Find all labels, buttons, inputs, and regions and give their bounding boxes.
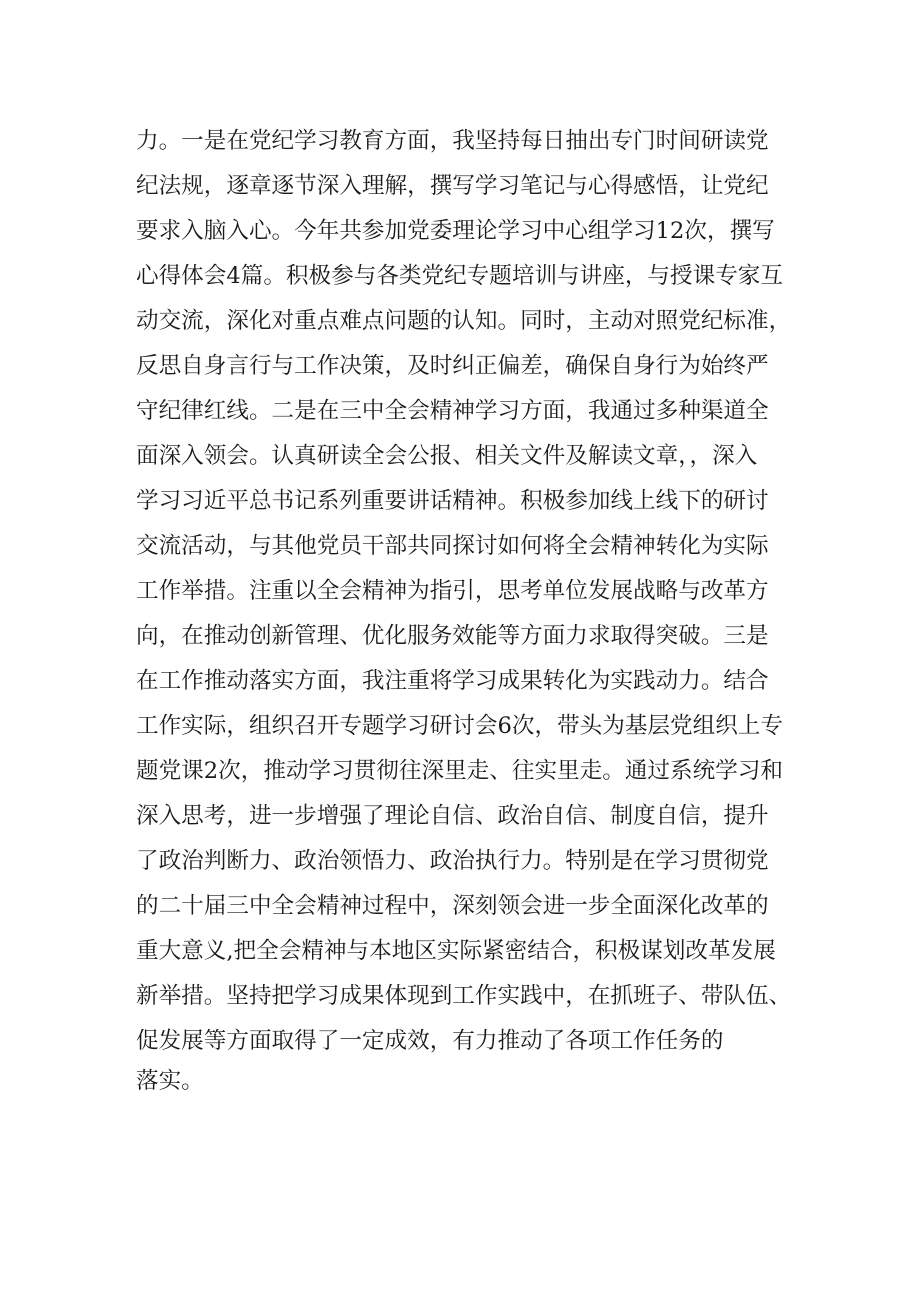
text-line: 工作举措。注重以全会精神为指引，思考单位发展战略与改革方 <box>136 578 769 604</box>
text-line: 纪法规，逐章逐节深入理解，撰写学习笔记与心得感悟，让党纪 <box>136 173 769 199</box>
text-line: 了政治判断力、政治领悟力、政治执行力。特别是在学习贯彻党 <box>136 848 769 874</box>
text-line: 要求入脑入心。今年共参加党委理论学习中心组学习12次，撰写 <box>136 218 775 244</box>
text-line: 心得体会4篇。积极参与各类党纪专题培训与讲座，与授课专家互 <box>136 263 783 289</box>
text-line: 力。一是在党纪学习教育方面，我坚持每日抽出专门时间研读党 <box>136 128 769 154</box>
text-line: 深入思考，进一步增强了理论自信、政治自信、制度自信，提升 <box>136 803 769 829</box>
text-line: 反思自身言行与工作决策，及时纠正偏差，确保自身行为始终严 <box>136 353 769 379</box>
body-text <box>136 119 796 1098</box>
text-line: 新举措。坚持把学习成果体现到工作实践中，在抓班子、带队伍、 <box>136 983 792 1009</box>
text-line: 促发展等方面取得了一定成效，有力推动了各项工作任务的 <box>136 1028 724 1054</box>
text-line: 动交流，深化对重点难点问题的认知。同时，主动对照党纪标准， <box>136 308 792 334</box>
text-line: 向，在推动创新管理、优化服务效能等方面力求取得突破。三是 <box>136 623 769 649</box>
text-line: 落实。 <box>136 1068 204 1094</box>
text-line: 在工作推动落实方面，我注重将学习成果转化为实践动力。结合 <box>136 668 769 694</box>
text-line: 的二十届三中全会精神过程中，深刻领会进一步全面深化改革的 <box>136 893 769 919</box>
text-line: 重大意义,把全会精神与本地区实际紧密结合，积极谋划改革发展 <box>136 938 776 964</box>
text-line: 面深入领会。认真研读全会公报、相关文件及解读文章，，深入 <box>136 443 758 469</box>
text-line: 题党课2次，推动学习贯彻往深里走、往实里走。通过系统学习和 <box>136 758 783 784</box>
text-line: 交流活动，与其他党员干部共同探讨如何将全会精神转化为实际 <box>136 533 769 559</box>
text-line: 学习习近平总书记系列重要讲话精神。积极参加线上线下的研讨 <box>136 488 769 514</box>
text-line: 守纪律红线。二是在三中全会精神学习方面，我通过多种渠道全 <box>136 398 769 424</box>
text-line: 工作实际，组织召开专题学习研讨会6次，带头为基层党组织上专 <box>136 713 783 739</box>
